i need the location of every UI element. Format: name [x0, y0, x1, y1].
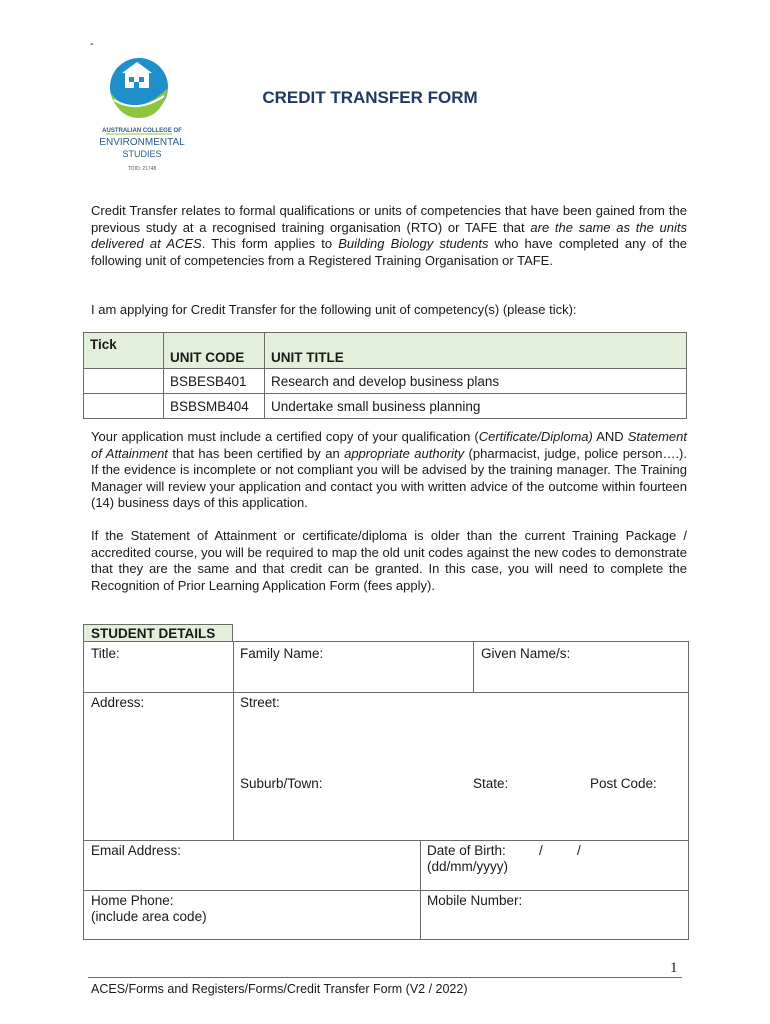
page-number: 1 — [670, 960, 678, 976]
footer-document-path: ACES/Forms and Registers/Forms/Credit Transfer Form (V2 / 2022) — [91, 982, 468, 996]
older-qualification-note: If the Statement of Attainment or certificate/diploma is older than the current Training Package / accredited course, you will be required to map the old unit codes against the new codes to demonstrate that they are the same and that credit can be granted. In this case, you will need to complete the Recognition of Prior Learning Application Form (fees apply). — [91, 528, 687, 593]
state-field-label[interactable]: State: — [473, 776, 509, 791]
divider — [84, 692, 688, 693]
intro-text-italic2: Building Biology students — [338, 236, 489, 251]
dob-separator: / — [539, 843, 543, 858]
req-text-d: (pharmacist, judge, police person….). If the evidence is incomplete or not compliant you will be advised by the training manager. The Training Manager will review your application and contact you with written advice of the outcome within fourteen (14) business days of this application. — [91, 445, 687, 510]
divider — [233, 642, 234, 840]
req-text-a: Your application must include a certified copy of your qualification ( — [91, 429, 479, 444]
req-text-b: AND — [592, 429, 628, 444]
logo-line2: ENVIRONMENTAL — [99, 137, 185, 148]
family-name-field-label[interactable]: Family Name: — [240, 646, 324, 661]
divider — [84, 840, 688, 841]
intro-text-c: who have completed any of the following unit of competencies from a Registered Training Organisation or TAFE. — [91, 236, 687, 268]
unit-title-cell: Research and develop business plans — [265, 369, 687, 394]
req-text-italic3: appropriate authority — [344, 445, 465, 461]
unit-code-header: UNIT CODE — [164, 333, 265, 369]
dob-separator: / — [577, 843, 581, 858]
intro-text-a: Credit Transfer relates to formal qualifications or units of competencies that have been gained from the previous study at a recognised training organisation (RTO) or TAFE that — [91, 203, 687, 235]
footer-divider — [88, 977, 682, 978]
applying-statement: I am applying for Credit Transfer for the following unit of competency(s) (please tick): — [91, 302, 577, 317]
req-text-italic2: Statement of Attainment — [91, 429, 687, 461]
tick-cell[interactable] — [84, 394, 164, 419]
home-phone-field-label[interactable]: Home Phone: — [91, 893, 174, 908]
req-text-italic1: Certificate/Diploma) — [478, 429, 593, 444]
logo-line1: AUSTRALIAN COLLEGE OF — [102, 128, 182, 134]
unit-title-header: UNIT TITLE — [265, 333, 687, 369]
title-field-label[interactable]: Title: — [91, 646, 120, 661]
units-table — [83, 332, 687, 419]
units-table-header — [84, 333, 687, 369]
requirements-paragraph — [91, 429, 687, 512]
divider — [473, 642, 474, 692]
dob-field-label[interactable]: Date of Birth: — [427, 843, 506, 858]
table-row — [84, 394, 687, 419]
intro-text-italic1: are the same as the units delivered at ACES — [91, 219, 688, 251]
dob-format-hint: (dd/mm/yyyy) — [427, 859, 508, 874]
suburb-field-label[interactable]: Suburb/Town: — [240, 776, 323, 791]
header-mark: - — [90, 38, 94, 50]
email-field-label[interactable]: Email Address: — [91, 843, 182, 858]
unit-code-cell: BSBESB401 — [164, 369, 265, 394]
student-details-heading: STUDENT DETAILS — [83, 624, 233, 641]
logo-line3: STUDIES — [122, 149, 162, 159]
intro-paragraph — [91, 203, 687, 269]
logo-code: TOID: 21748 — [127, 166, 157, 172]
mobile-field-label[interactable]: Mobile Number: — [427, 893, 523, 908]
page-title: CREDIT TRANSFER FORM — [262, 88, 478, 107]
home-phone-hint: (include area code) — [91, 909, 207, 924]
tick-column-header: Tick — [84, 333, 164, 369]
street-field-label[interactable]: Street: — [240, 695, 280, 710]
aces-logo — [92, 52, 192, 177]
tick-cell[interactable] — [84, 369, 164, 394]
address-label: Address: — [91, 695, 145, 710]
post-code-field-label[interactable]: Post Code: — [590, 776, 657, 791]
student-details-grid — [83, 641, 689, 940]
unit-title-cell: Undertake small business planning — [265, 394, 687, 419]
given-names-field-label[interactable]: Given Name/s: — [481, 646, 571, 661]
table-row — [84, 369, 687, 394]
unit-code-cell: BSBSMB404 — [164, 394, 265, 419]
divider — [84, 890, 688, 891]
req-text-c: that has been certified by an — [167, 445, 345, 461]
intro-text-b: . This form applies to — [201, 236, 339, 251]
